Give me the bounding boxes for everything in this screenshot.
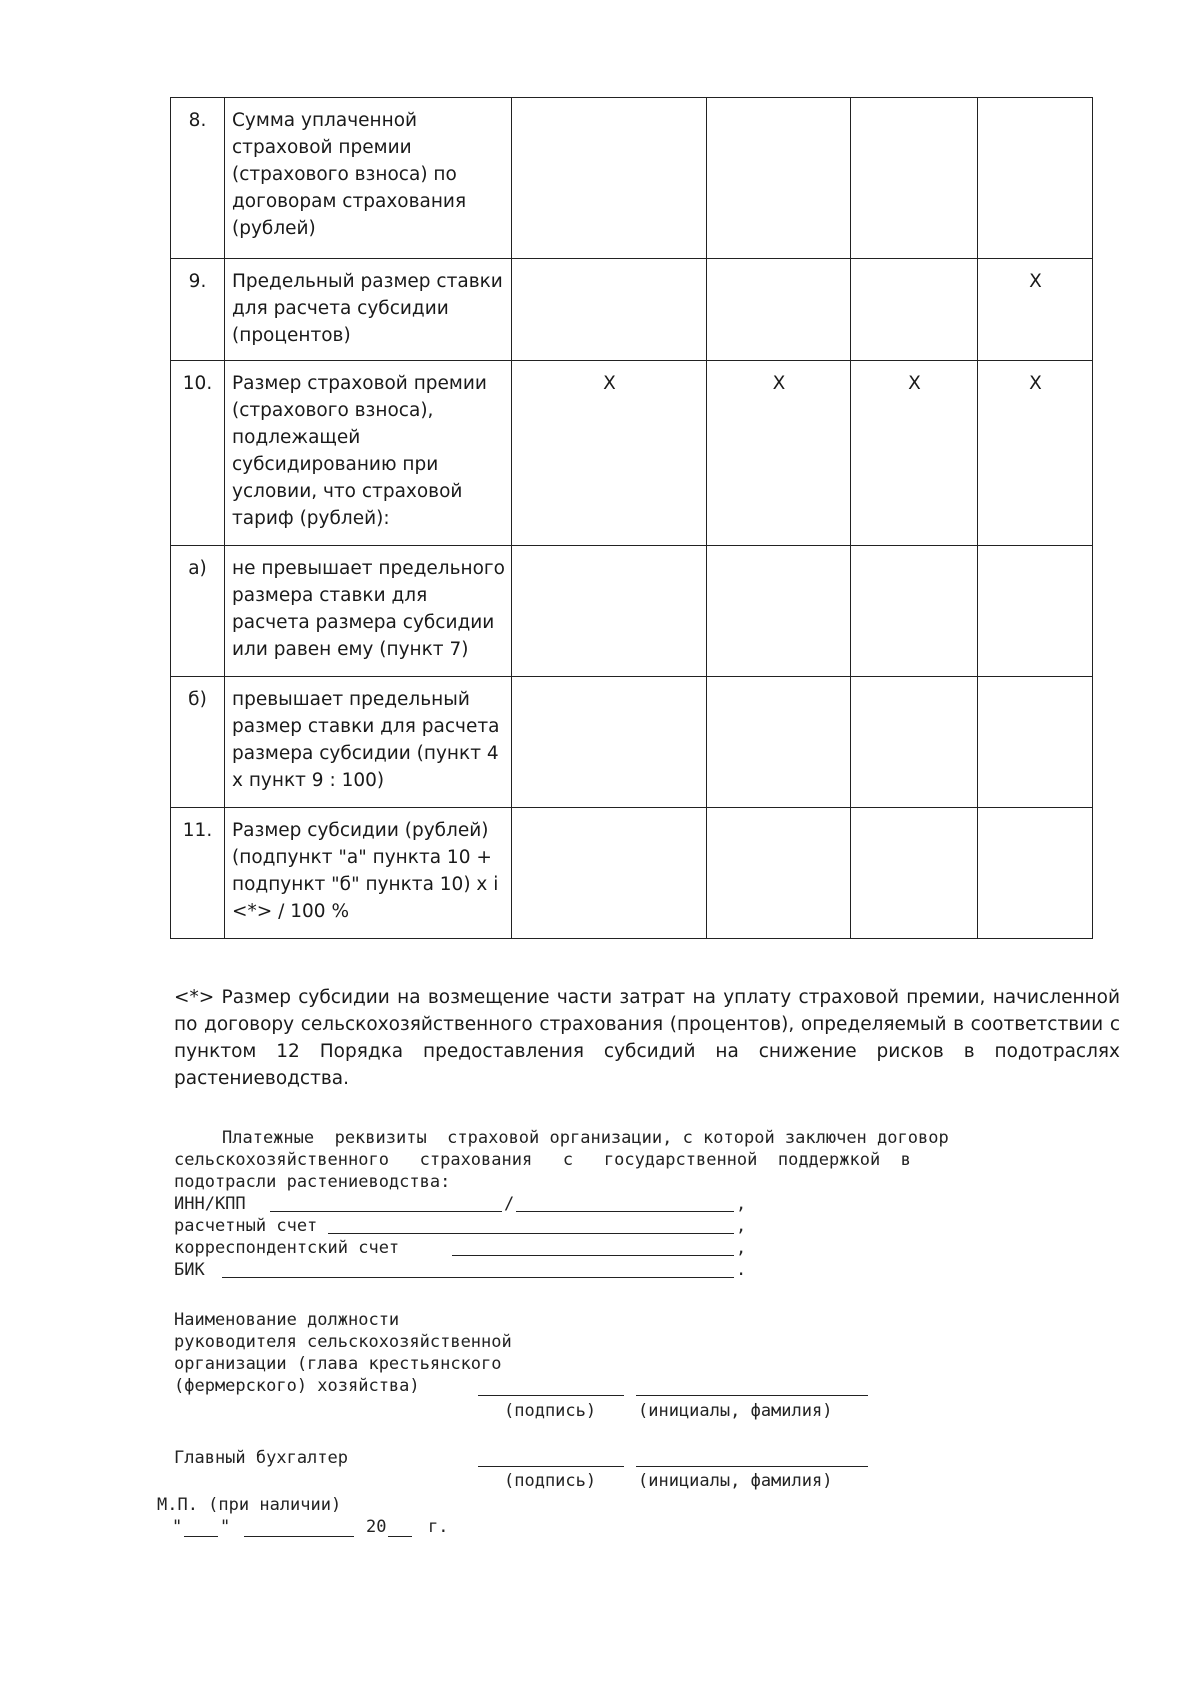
head-name-caption: (инициалы, фамилия) xyxy=(638,1401,833,1421)
date-year-line[interactable] xyxy=(388,1536,412,1537)
value-cell-1[interactable] xyxy=(512,677,707,808)
head-title-line4: (фермерского) хозяйства) xyxy=(174,1376,420,1396)
row-description-cell: Сумма уплаченной страховой премии (страхового взноса) по договорам страхования (рублей) xyxy=(225,98,512,259)
value-cell-4[interactable]: Х xyxy=(978,361,1093,546)
footnote: <*> Размер субсидии на возмещение части затрат на уплату страховой премии, начисленной по договору сельскохозяйственного страхования (процентов), определяемый в соответствии с пунктом 12 Порядка предоставления субсидий на снижение рисков в подотраслях растениеводства. xyxy=(174,987,1120,1089)
value-cell-3[interactable] xyxy=(851,259,978,361)
report-table xyxy=(170,97,1093,939)
value-cell-1[interactable] xyxy=(512,546,707,677)
accountant-name-line[interactable] xyxy=(636,1466,868,1467)
date-year-suffix: г. xyxy=(428,1517,449,1537)
inn-blank-line[interactable] xyxy=(270,1211,502,1212)
row-description-cell: Размер субсидии (рублей) (подпункт "а" пункта 10 + подпункт "б" пункта 10) х i <*> / 100 % xyxy=(225,808,512,939)
bik-period: . xyxy=(736,1260,747,1280)
bik-blank-line[interactable] xyxy=(222,1277,734,1278)
value-cell-4[interactable] xyxy=(978,808,1093,939)
value-cell-2[interactable] xyxy=(707,546,851,677)
head-title-line1: Наименование должности xyxy=(174,1310,400,1330)
row-number-cell: б) xyxy=(171,677,225,808)
row-number-cell: 9. xyxy=(171,259,225,361)
seal-label: М.П. (при наличии) xyxy=(157,1495,342,1515)
row-description-cell: Размер страховой премии (страхового взноса), подлежащей субсидированию при условии, что страховой тариф (рублей): xyxy=(225,361,512,546)
table-row xyxy=(171,361,1093,546)
corr-account-comma: , xyxy=(736,1238,747,1258)
requisites-intro-line3: подотрасли растениеводства: xyxy=(174,1172,451,1192)
inn-kpp-comma: , xyxy=(736,1194,747,1214)
kpp-blank-line[interactable] xyxy=(516,1211,734,1212)
corr-account-blank-line[interactable] xyxy=(452,1255,734,1256)
head-title-line3: организации (глава крестьянского xyxy=(174,1354,502,1374)
value-cell-1[interactable] xyxy=(512,98,707,259)
row-number-cell: 8. xyxy=(171,98,225,259)
table-row xyxy=(171,259,1093,361)
requisites-intro-line1: Платежные реквизиты страховой организации, с которой заключен договор xyxy=(222,1128,949,1148)
date-year-prefix: 20 xyxy=(366,1517,387,1537)
value-cell-3[interactable] xyxy=(851,98,978,259)
value-cell-4[interactable] xyxy=(978,98,1093,259)
row-description-cell: Предельный размер ставки для расчета субсидии (процентов) xyxy=(225,259,512,361)
accountant-label: Главный бухгалтер xyxy=(174,1448,348,1468)
row-number-cell: а) xyxy=(171,546,225,677)
value-cell-4[interactable] xyxy=(978,546,1093,677)
value-cell-2[interactable] xyxy=(707,98,851,259)
table-row xyxy=(171,98,1093,259)
bik-label: БИК xyxy=(174,1260,205,1280)
table-row xyxy=(171,808,1093,939)
account-blank-line[interactable] xyxy=(328,1233,734,1234)
value-cell-2[interactable]: Х xyxy=(707,361,851,546)
value-cell-3[interactable] xyxy=(851,677,978,808)
row-number-cell: 10. xyxy=(171,361,225,546)
value-cell-1[interactable]: Х xyxy=(512,361,707,546)
head-name-line[interactable] xyxy=(636,1395,868,1396)
value-cell-2[interactable] xyxy=(707,259,851,361)
value-cell-3[interactable] xyxy=(851,546,978,677)
value-cell-4[interactable]: Х xyxy=(978,259,1093,361)
value-cell-3[interactable]: Х xyxy=(851,361,978,546)
head-signature-caption: (подпись) xyxy=(504,1401,597,1421)
account-label: расчетный счет xyxy=(174,1216,318,1236)
date-close-quote: " xyxy=(220,1517,231,1537)
head-signature-line[interactable] xyxy=(478,1395,624,1396)
value-cell-2[interactable] xyxy=(707,808,851,939)
account-comma: , xyxy=(736,1216,747,1236)
inn-kpp-label: ИНН/КПП xyxy=(174,1194,246,1214)
value-cell-1[interactable] xyxy=(512,259,707,361)
row-description-cell: превышает предельный размер ставки для расчета размера субсидии (пункт 4 х пункт 9 : 100) xyxy=(225,677,512,808)
date-month-line[interactable] xyxy=(244,1536,354,1537)
table-row xyxy=(171,546,1093,677)
value-cell-4[interactable] xyxy=(978,677,1093,808)
accountant-signature-line[interactable] xyxy=(478,1466,624,1467)
table-row xyxy=(171,677,1093,808)
date-day-line[interactable] xyxy=(184,1536,218,1537)
value-cell-2[interactable] xyxy=(707,677,851,808)
row-description-cell: не превышает предельного размера ставки для расчета размера субсидии или равен ему (пункт 7) xyxy=(225,546,512,677)
value-cell-1[interactable] xyxy=(512,808,707,939)
corr-account-label: корреспондентский счет xyxy=(174,1238,400,1258)
date-open-quote: " xyxy=(172,1517,183,1537)
accountant-signature-caption: (подпись) xyxy=(504,1471,597,1491)
value-cell-3[interactable] xyxy=(851,808,978,939)
inn-kpp-separator: / xyxy=(504,1194,515,1214)
row-number-cell: 11. xyxy=(171,808,225,939)
head-title-line2: руководителя сельскохозяйственной xyxy=(174,1332,512,1352)
accountant-name-caption: (инициалы, фамилия) xyxy=(638,1471,833,1491)
requisites-intro-line2: сельскохозяйственного страхования с государственной поддержкой в xyxy=(174,1150,911,1170)
